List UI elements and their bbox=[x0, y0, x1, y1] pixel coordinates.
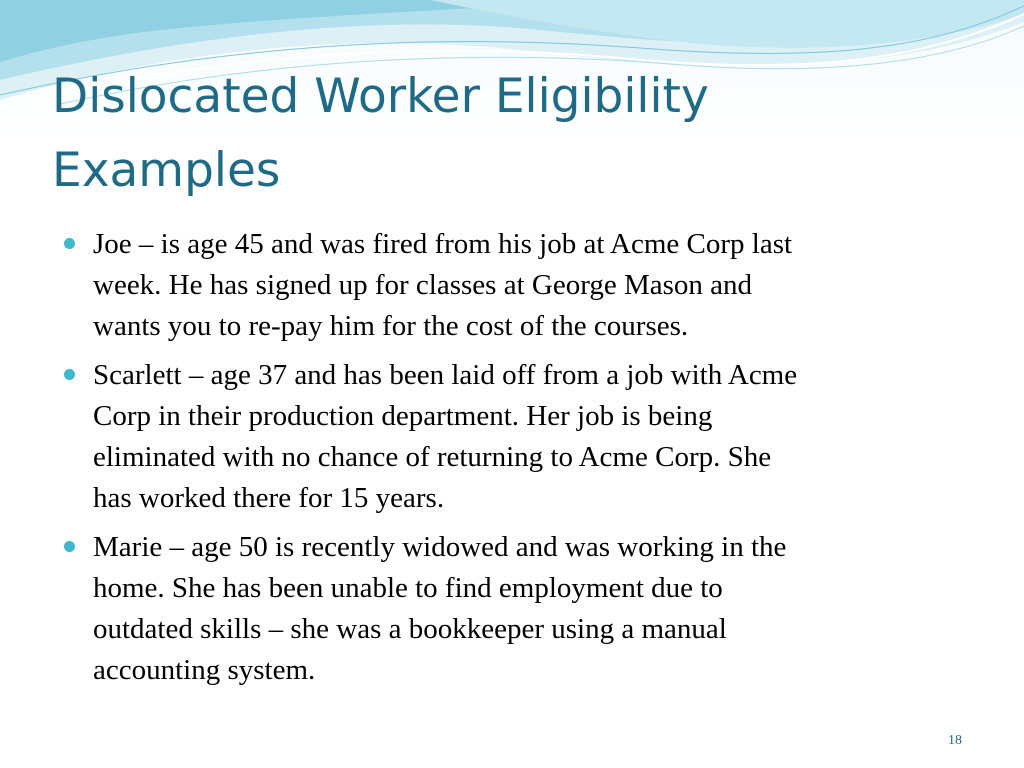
bullet-item-scarlett bbox=[64, 355, 964, 519]
slide-title bbox=[52, 60, 952, 208]
bullet-dot-icon bbox=[64, 369, 75, 380]
bullet-text-scarlett: Scarlett – age 37 and has been laid off from a job with Acme Corp in their production department. Her job is being eliminated with no chance of returning to Acme Corp. She has worked there for 15 years. bbox=[93, 359, 798, 514]
bullet-list bbox=[64, 224, 964, 699]
slide-title-line-1: Dislocated Worker Eligibility bbox=[52, 69, 709, 124]
bullet-text-joe: Joe – is age 45 and was fired from his job at Acme Corp last week. He has signed up for classes at George Mason and wants you to re-pay him for the cost of the courses. bbox=[93, 228, 793, 342]
bullet-text-marie: Marie – age 50 is recently widowed and was working in the home. She has been unable to find employment due to outdated skills – she was a bookkeeper using a manual accounting system. bbox=[93, 531, 787, 686]
bullet-item-joe bbox=[64, 224, 964, 347]
bullet-dot-icon bbox=[64, 541, 75, 552]
bullet-item-marie bbox=[64, 527, 964, 691]
slide-title-line-2: Examples bbox=[52, 143, 281, 198]
bullet-dot-icon bbox=[64, 238, 75, 249]
page-number: 18 bbox=[948, 733, 962, 748]
